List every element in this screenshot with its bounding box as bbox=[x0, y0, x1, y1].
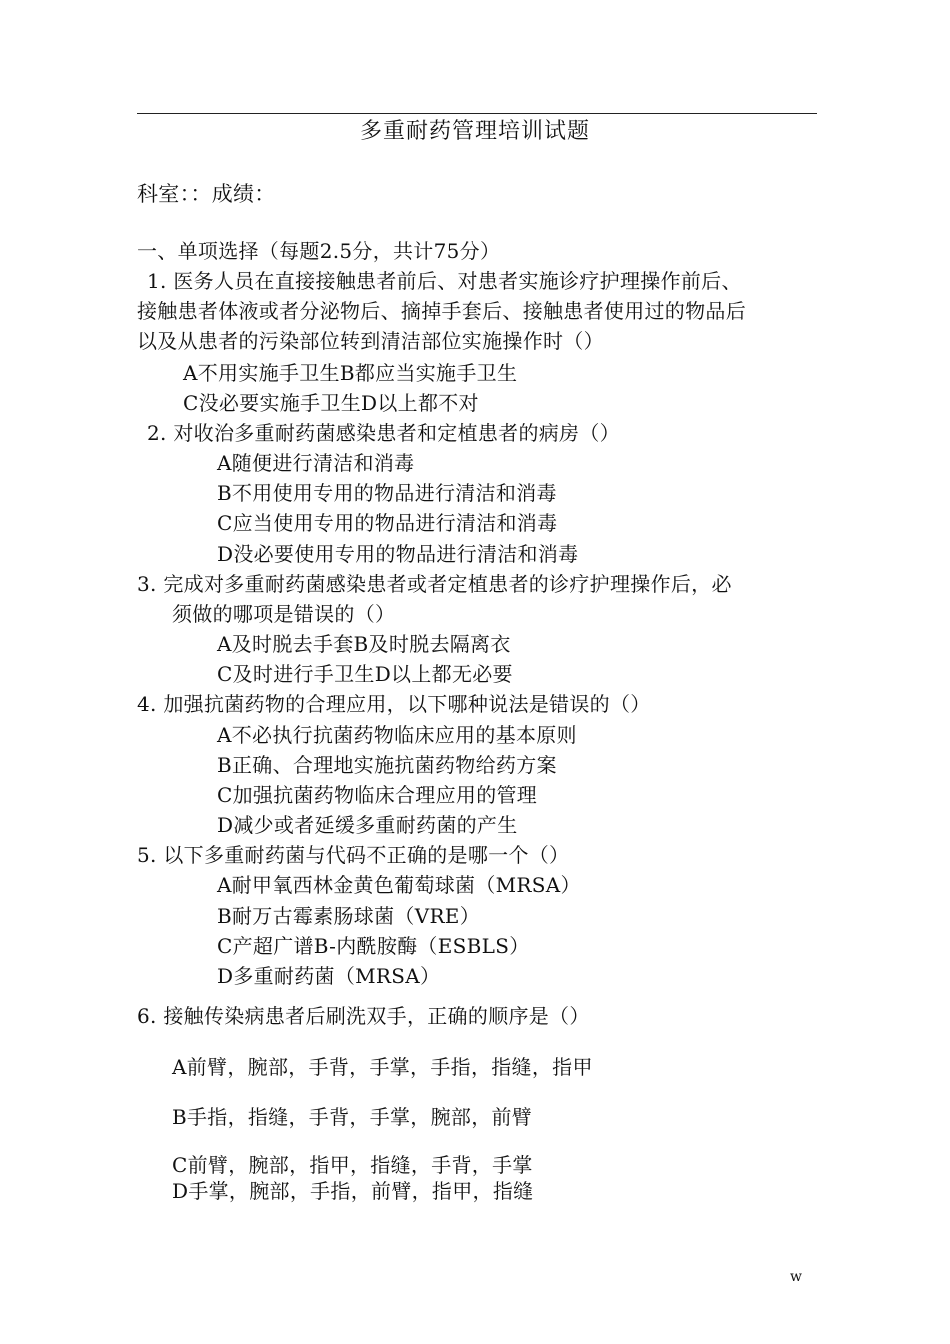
page-footer-mark: w bbox=[790, 1269, 802, 1285]
question-2-option-d: D没必要使用专用的物品进行清洁和消毒 bbox=[217, 542, 579, 566]
question-5-option-a: A耐甲氧西林金黄色葡萄球菌（MRSA） bbox=[217, 873, 581, 897]
question-6-stem: 6. 接触传染病患者后刷洗双手，正确的顺序是（） bbox=[137, 1004, 590, 1028]
question-5-option-c: C产超广谱B-内酰胺酶（ESBLS） bbox=[217, 934, 530, 958]
question-4-option-c: C加强抗菌药物临床合理应用的管理 bbox=[217, 783, 538, 807]
section-heading: 一、单项选择（每题2.5分，共计75分） bbox=[137, 239, 501, 263]
question-6-option-c: C前臂，腕部，指甲，指缝，手背，手掌 bbox=[172, 1153, 533, 1177]
question-5-option-b: B耐万古霉素肠球菌（VRE） bbox=[217, 904, 480, 928]
question-2-stem: 2. 对收治多重耐药菌感染患者和定植患者的病房（） bbox=[147, 421, 620, 445]
department-score-line: 科室：：成绩： bbox=[137, 182, 276, 206]
question-4-stem: 4. 加强抗菌药物的合理应用，以下哪种说法是错误的（） bbox=[137, 692, 651, 716]
question-2-option-b: B不用使用专用的物品进行清洁和消毒 bbox=[217, 481, 557, 505]
question-3-options-ab: A及时脱去手套B及时脱去隔离衣 bbox=[217, 632, 511, 656]
question-4-option-a: A不必执行抗菌药物临床应用的基本原则 bbox=[217, 723, 577, 747]
question-1-options-cd: C没必要实施手卫生D以上都不对 bbox=[183, 391, 479, 415]
question-1-options-ab: A不用实施手卫生B都应当实施手卫生 bbox=[183, 361, 518, 385]
header-rule bbox=[137, 113, 817, 114]
question-3-line-1: 3. 完成对多重耐药菌感染患者或者定植患者的诊疗护理操作后，必 bbox=[137, 572, 732, 596]
question-3-line-2: 须做的哪项是错误的（） bbox=[172, 602, 396, 626]
question-6-option-d: D手掌，腕部，手指，前臂，指甲，指缝 bbox=[172, 1179, 534, 1203]
question-2-option-a: A随便进行清洁和消毒 bbox=[217, 451, 415, 475]
question-1-line-3: 以及从患者的污染部位转到清洁部位实施操作时（） bbox=[137, 329, 604, 353]
question-1-line-2: 接触患者体液或者分泌物后、摘掉手套后、接触患者使用过的物品后 bbox=[137, 299, 746, 323]
document-title: 多重耐药管理培训试题 bbox=[359, 119, 590, 144]
question-6-option-a: A前臂，腕部，手背，手掌，手指，指缝，指甲 bbox=[172, 1055, 593, 1079]
question-1-line-1: 1. 医务人员在直接接触患者前后、对患者实施诊疗护理操作前后、 bbox=[147, 269, 742, 293]
question-3-options-cd: C及时进行手卫生D以上都无必要 bbox=[217, 662, 513, 686]
question-4-option-b: B正确、合理地实施抗菌药物给药方案 bbox=[217, 753, 557, 777]
question-5-stem: 5. 以下多重耐药菌与代码不正确的是哪一个（） bbox=[137, 843, 570, 867]
question-2-option-c: C应当使用专用的物品进行清洁和消毒 bbox=[217, 511, 558, 535]
question-5-option-d: D多重耐药菌（MRSA） bbox=[217, 964, 441, 988]
question-4-option-d: D减少或者延缓多重耐药菌的产生 bbox=[217, 813, 518, 837]
question-6-option-b: B手指，指缝，手背，手掌，腕部，前臂 bbox=[172, 1105, 533, 1129]
